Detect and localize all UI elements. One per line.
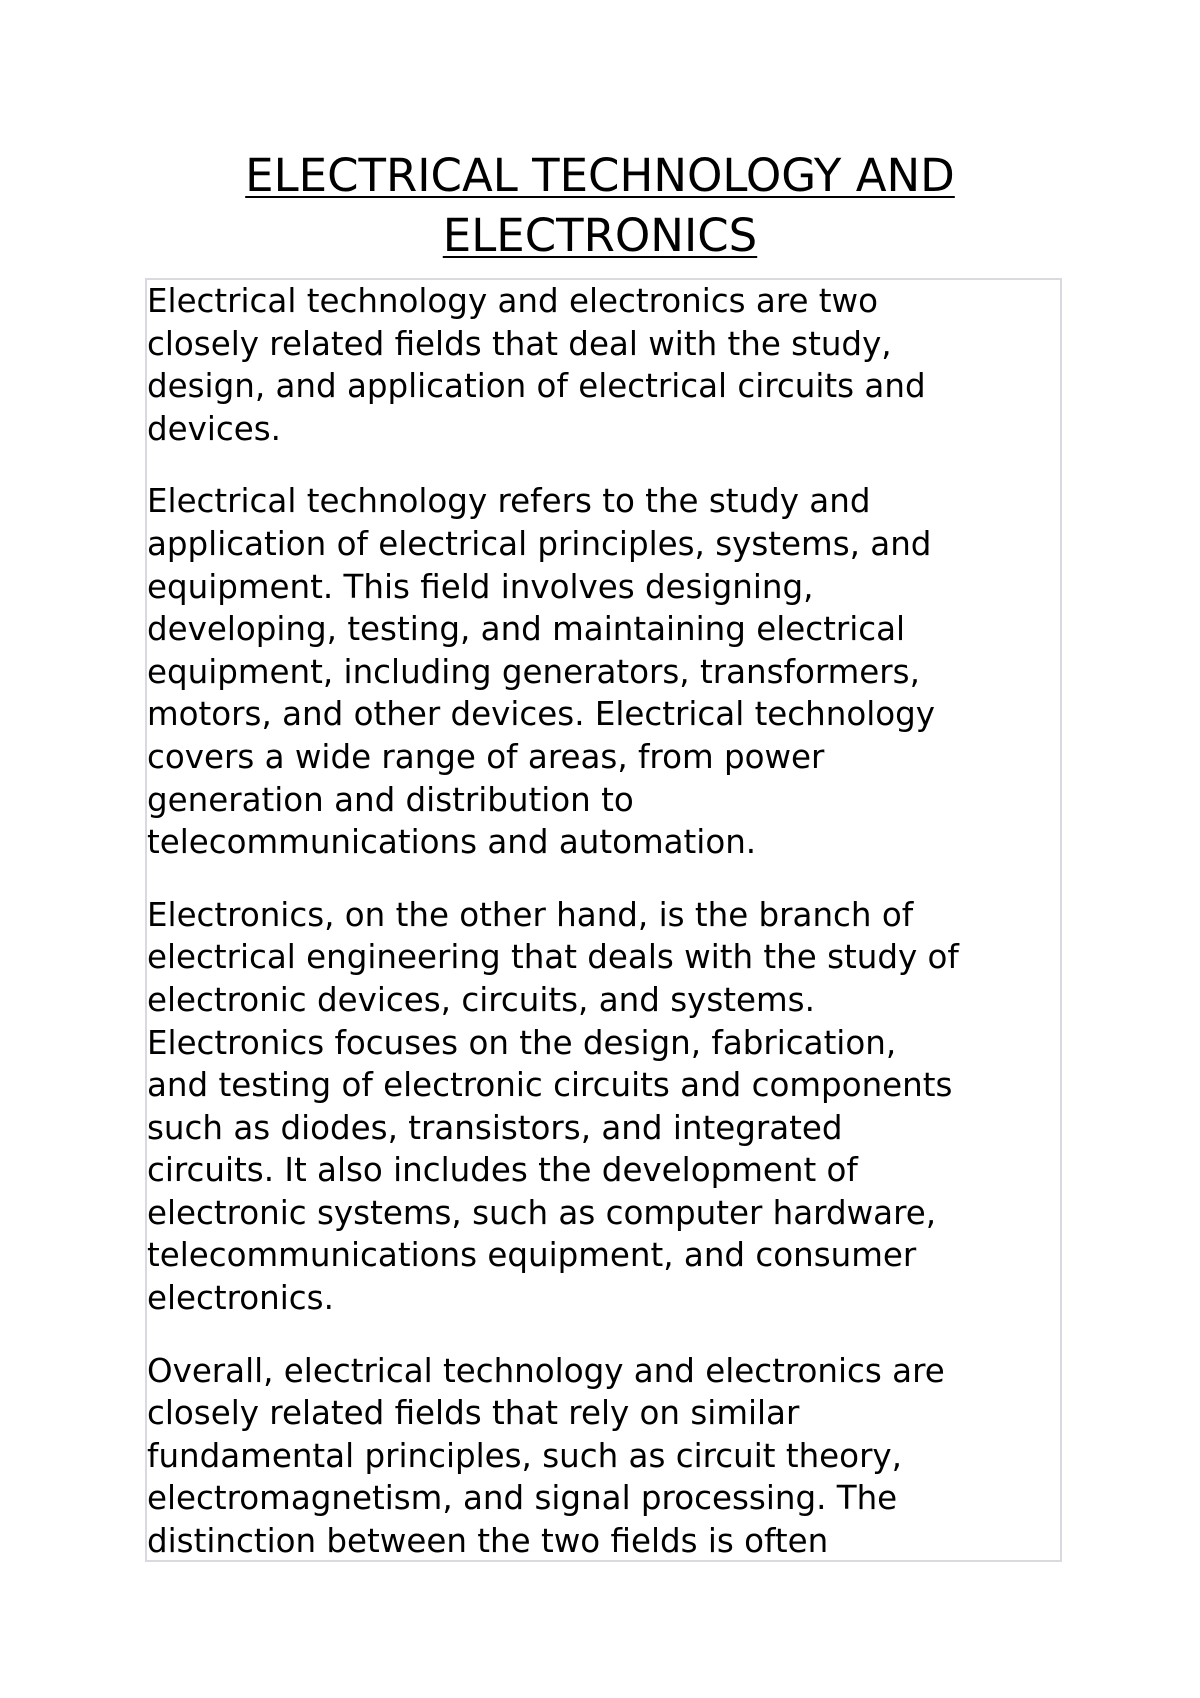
text-line: developing, testing, and maintaining electrical — [147, 610, 906, 649]
text-line: telecommunications equipment, and consumer — [147, 1236, 917, 1275]
text-line: covers a wide range of areas, from power — [147, 737, 825, 776]
text-line: electronic systems, such as computer hardware, — [147, 1193, 937, 1232]
title-line-1: ELECTRICAL TECHNOLOGY AND — [245, 149, 955, 202]
text-line: generation and distribution to — [147, 780, 634, 819]
text-line: Overall, electrical technology and electronics are — [147, 1351, 945, 1390]
paragraph-intro — [147, 280, 1060, 450]
text-line: Electronics focuses on the design, fabrication, — [147, 1023, 897, 1062]
text-line: closely related fields that deal with the study, — [147, 324, 892, 363]
text-line: electrical engineering that deals with the study of — [147, 938, 959, 977]
text-line: telecommunications and automation. — [147, 823, 757, 862]
text-line: Electronics, on the other hand, is the branch of — [147, 895, 914, 934]
text-line: devices. — [147, 409, 282, 448]
text-line: Electrical technology and electronics are two — [147, 282, 878, 320]
text-line: equipment. This field involves designing, — [147, 567, 814, 606]
text-line: motors, and other devices. Electrical technology — [147, 695, 936, 734]
paragraph-overall — [147, 1350, 1060, 1562]
text-line: electronics. — [147, 1279, 334, 1318]
text-line: fundamental principles, such as circuit theory, — [147, 1436, 902, 1475]
text-line: design, and application of electrical circuits and — [147, 367, 926, 406]
title-line-2: ELECTRONICS — [442, 209, 758, 262]
text-line: application of electrical principles, systems, and — [147, 524, 932, 563]
document-title — [146, 146, 1054, 266]
text-line: circuits. It also includes the development of — [147, 1151, 858, 1190]
text-line: Electrical technology refers to the study and — [147, 482, 871, 521]
paragraph-electronics — [147, 894, 1060, 1320]
body-text-frame — [145, 278, 1062, 1562]
paragraph-electrical-technology — [147, 480, 1060, 863]
text-line: electromagnetism, and signal processing. The — [147, 1479, 898, 1518]
text-line: such as diodes, transistors, and integrated — [147, 1108, 843, 1147]
text-line: and testing of electronic circuits and components — [147, 1066, 953, 1105]
text-line: electronic devices, circuits, and systems. — [147, 980, 815, 1019]
text-line: equipment, including generators, transformers, — [147, 652, 920, 691]
text-line: closely related fields that rely on similar — [147, 1394, 800, 1433]
text-line: distinction between the two fields is often — [147, 1522, 829, 1561]
